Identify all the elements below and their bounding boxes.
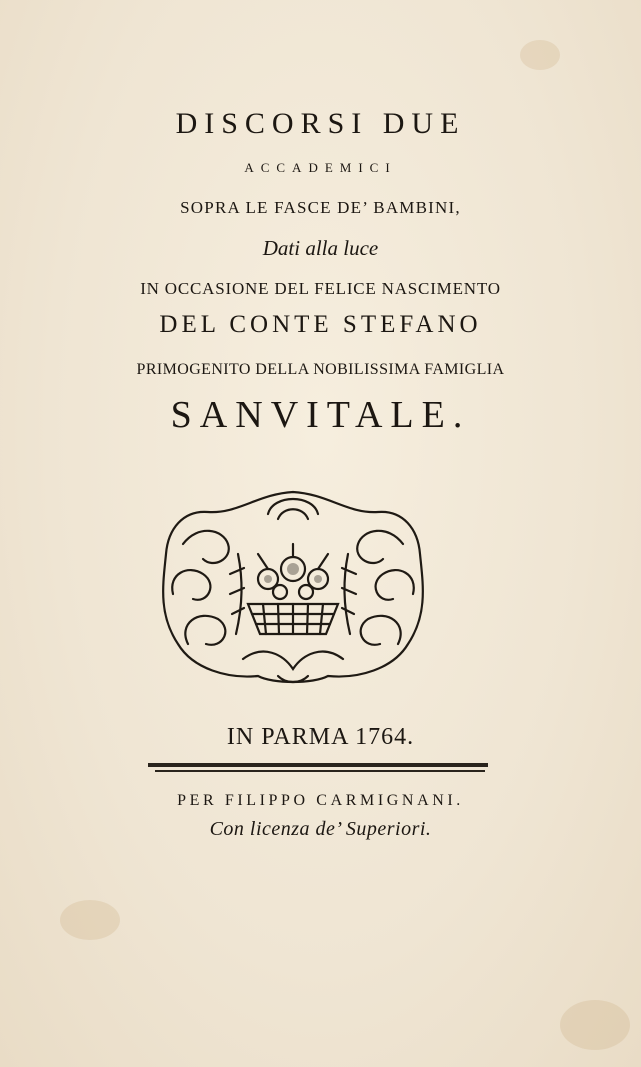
published-phrase: Dati alla luce <box>262 236 379 260</box>
occasion-line: IN OCCASIONE DEL FELICE NASCIMENTO <box>140 279 501 298</box>
double-rule <box>155 770 485 772</box>
imprint-place-year: IN PARMA 1764. <box>226 724 415 750</box>
paper-stain <box>520 40 560 70</box>
book-subtitle: ACCADEMICI <box>244 160 397 175</box>
paper-stain <box>560 1000 630 1050</box>
printer-line: PER FILIPPO CARMIGNANI. <box>177 792 464 809</box>
lineage-line: PRIMOGENITO DELLA NOBILISSIMA FAMIGLIA <box>136 361 505 378</box>
double-rule <box>148 763 488 767</box>
license-line: Con licenza de’ Superiori. <box>209 818 432 840</box>
paper-stain <box>60 900 120 940</box>
family-name: SANVITALE. <box>170 394 471 436</box>
subject-line: DEL CONTE STEFANO <box>159 311 482 338</box>
book-topic: SOPRA LE FASCE DE’ BAMBINI, <box>180 198 461 217</box>
floral-basket-vignette-icon <box>148 484 438 694</box>
book-title: DISCORSI DUE <box>175 107 466 140</box>
